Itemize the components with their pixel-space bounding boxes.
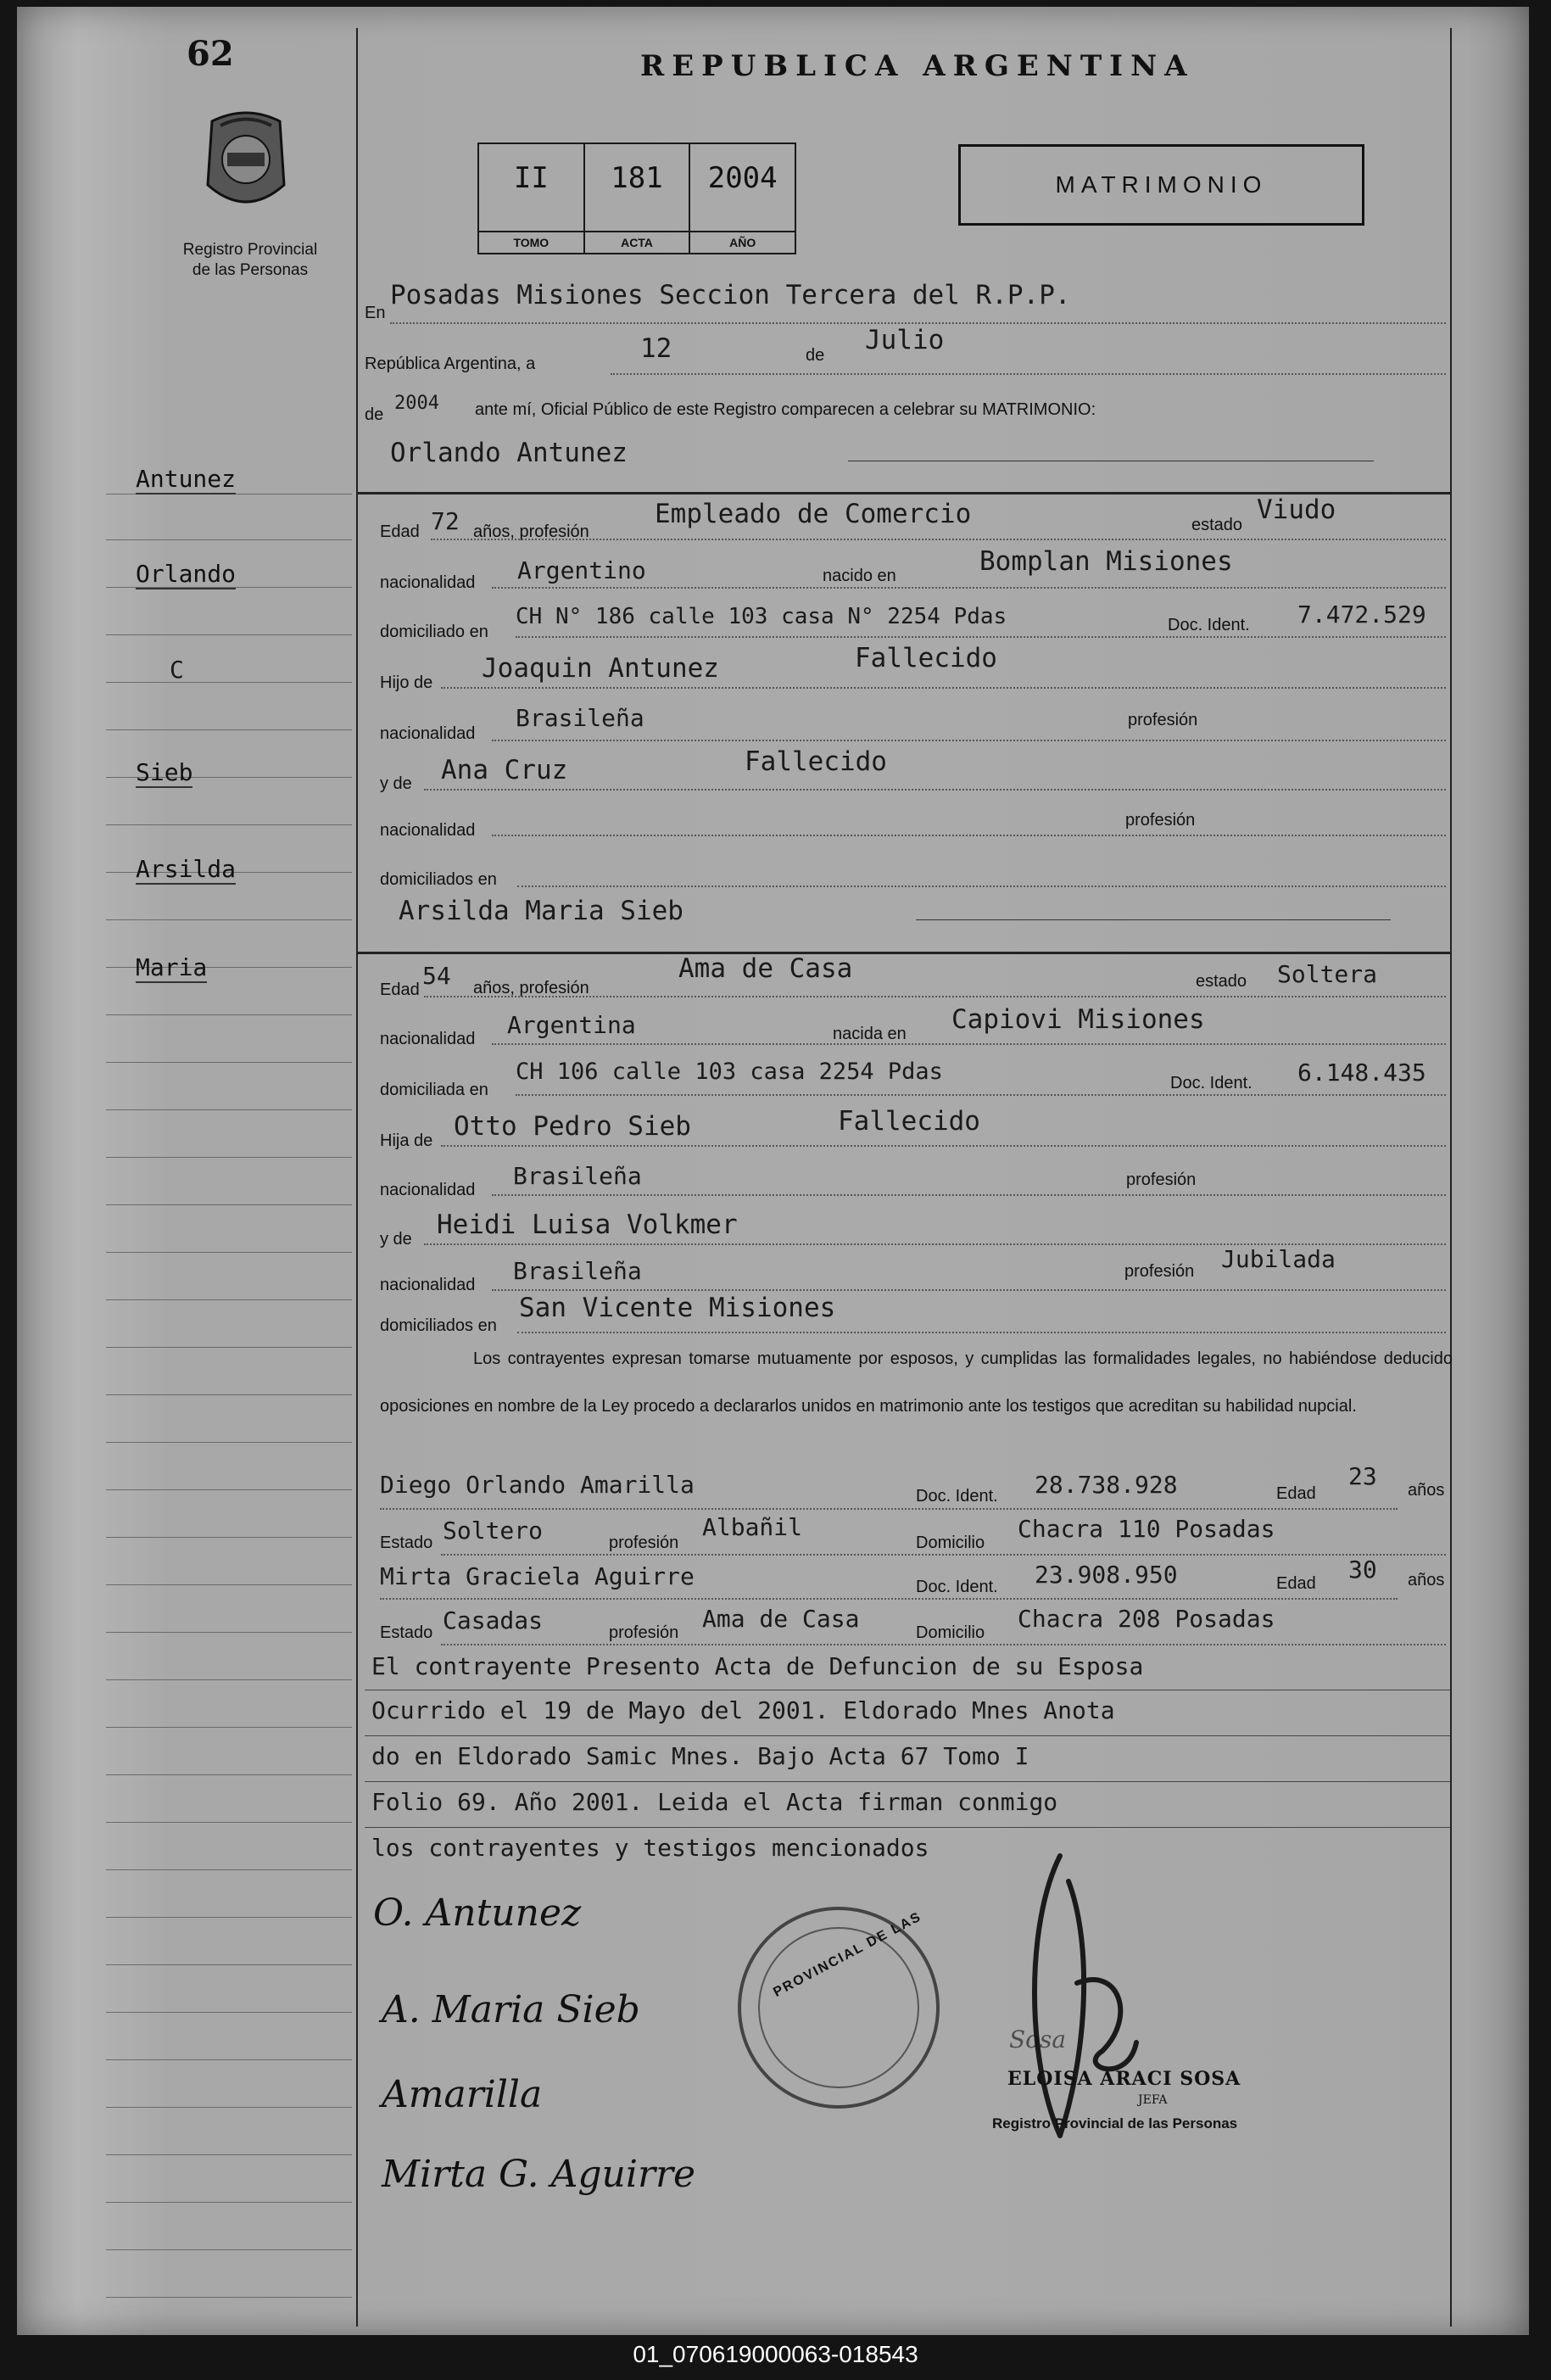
bride-nacida-en: Capiovi Misiones (951, 1004, 1205, 1035)
groom-estado: Viudo (1257, 494, 1336, 525)
bride-madre-prof-label: profesión (1124, 1262, 1195, 1281)
acta-value: 181 (611, 161, 663, 195)
bride-madre-prof: Jubilada (1221, 1245, 1336, 1273)
bride-full-name: Arsilda Maria Sieb (399, 896, 683, 926)
witness1-dom-label: Domicilio (916, 1534, 985, 1552)
margin-connector: C (170, 656, 184, 684)
ano-cell (690, 144, 795, 253)
ante-text: ante mí, Oficial Público de este Registro comparecen a celebrar su MATRIMONIO: (475, 400, 1096, 419)
note-line-4: Folio 69. Año 2001. Leida el Acta firman conmigo (371, 1788, 1058, 1816)
stamp-text: PROVINCIAL DE LAS (771, 1909, 924, 2000)
groom-nacionalidad: Argentino (517, 556, 646, 584)
margin-groom-first: Orlando (136, 560, 237, 588)
witness2-anos-label: años (1408, 1571, 1445, 1589)
declaration-text: Los contrayentes expresan tomarse mutuamente por esposos, y cumplidas las formalidades legales, no habiéndose deducido oposiciones en nombre de la Ley procedo a declararlos unidos en matrimonio ante los testigos que acreditan su habilidad nupcial. (380, 1349, 1453, 1416)
groom-padre-estado: Fallecido (855, 643, 997, 673)
official-office: Registro Provincial de las Personas (992, 2115, 1238, 2131)
dotline (431, 539, 1446, 540)
groom-domicilio: CH N° 186 calle 103 casa N° 2254 Pdas (516, 604, 1007, 629)
witness2-name: Mirta Graciela Aguirre (380, 1562, 695, 1590)
dotline (492, 740, 1446, 741)
groom-nacido-label: nacido en (823, 567, 896, 585)
year-prefix: de (365, 405, 384, 424)
groom-madre: Ana Cruz (441, 755, 568, 785)
country-title: REPUBLICA ARGENTINA (640, 49, 1195, 83)
record-type: MATRIMONIO (1055, 171, 1268, 198)
dotline (492, 587, 1446, 589)
tomo-label: TOMO (479, 231, 583, 253)
witness2-estado-label: Estado (380, 1623, 433, 1642)
note-line-5: los contrayentes y testigos mencionados (371, 1834, 929, 1862)
bride-padre: Otto Pedro Sieb (454, 1111, 691, 1142)
witness2-domicilio: Chacra 208 Posadas (1018, 1605, 1275, 1633)
witness2-doc: 23.908.950 (1035, 1561, 1178, 1589)
official-signature-icon (1009, 1847, 1153, 2144)
bride-padre-prof-label: profesión (1126, 1170, 1197, 1189)
margin-bride-second: Maria (136, 953, 208, 981)
rule (365, 1735, 1450, 1736)
witness1-estado-label: Estado (380, 1534, 433, 1552)
bride-nacida-label: nacida en (833, 1025, 907, 1043)
rule (365, 1781, 1450, 1782)
witness2-edad: 30 (1348, 1556, 1377, 1584)
margin-rule (356, 28, 358, 2327)
bride-nac-label: nacionalidad (380, 1030, 476, 1048)
bride-padre-estado: Fallecido (838, 1106, 980, 1137)
groom-domiciliados-label: domiciliados en (380, 870, 497, 889)
image-id-footer: 01_070619000063-018543 (633, 2341, 918, 2367)
dotline (380, 1598, 1398, 1600)
registry-line1: Registro Provincial (182, 241, 318, 259)
margin-groom-surname: Antunez (136, 465, 237, 493)
rule (365, 1827, 1450, 1828)
signature-witness2: Mirta G. Aguirre (382, 2153, 696, 2196)
groom-full-name: Orlando Antunez (390, 438, 628, 468)
bride-profesion: Ama de Casa (678, 953, 853, 984)
tomo-value: II (513, 161, 549, 195)
page-number: 62 (187, 34, 234, 74)
margin-bride-first: Arsilda (136, 855, 237, 883)
groom-padre-nac-label: nacionalidad (380, 724, 476, 743)
dotline (492, 1194, 1446, 1196)
bride-padres-domicilio: San Vicente Misiones (519, 1293, 836, 1323)
groom-nac-label: nacionalidad (380, 573, 476, 592)
signature-bride: A. Maria Sieb (382, 1988, 640, 2031)
note-line-1: El contrayente Presento Acta de Defuncion de su Esposa (371, 1652, 1144, 1680)
dotline (424, 789, 1446, 791)
bride-doc-label: Doc. Ident. (1170, 1074, 1253, 1092)
signature-groom: O. Antunez (373, 1891, 582, 1935)
dotline (380, 1508, 1398, 1510)
bride-hija-label: Hija de (380, 1131, 433, 1150)
witness1-name: Diego Orlando Amarilla (380, 1471, 695, 1499)
right-rule (1450, 28, 1452, 2327)
witness1-anos-label: años (1408, 1481, 1445, 1500)
bride-padre-nac: Brasileña (513, 1162, 642, 1190)
groom-padre: Joaquin Antunez (482, 653, 719, 684)
margin-bride-surname: Sieb (136, 758, 193, 786)
registry-line2: de las Personas (192, 261, 309, 279)
tomo-cell (479, 144, 585, 253)
rule (916, 919, 1391, 920)
ano-label: AÑO (690, 231, 795, 253)
bride-dom-label: domiciliada en (380, 1081, 488, 1099)
dotline (424, 996, 1446, 997)
witness1-prof-label: profesión (609, 1534, 679, 1552)
bride-doc: 6.148.435 (1297, 1059, 1426, 1087)
bride-edad-label: Edad (380, 980, 420, 999)
month-value: Julio (865, 325, 945, 355)
dotline (492, 835, 1446, 836)
dotline (516, 636, 1446, 638)
bride-madre: Heidi Luisa Volkmer (437, 1210, 738, 1240)
coat-of-arms-icon (195, 109, 297, 219)
dotline (492, 1289, 1446, 1291)
groom-padre-nac: Brasileña (516, 704, 644, 732)
bride-estado: Soltera (1277, 960, 1378, 988)
de-label: de (806, 346, 825, 365)
bride-estado-label: estado (1196, 972, 1247, 991)
bride-yde-label: y de (380, 1230, 412, 1249)
witness2-prof-label: profesión (609, 1623, 679, 1642)
groom-yde-label: y de (380, 774, 412, 793)
note-line-3: do en Eldorado Samic Mnes. Bajo Acta 67 Tomo I (371, 1742, 1029, 1770)
groom-hijo-label: Hijo de (380, 673, 433, 692)
witness1-domicilio: Chacra 110 Posadas (1018, 1515, 1275, 1543)
groom-doc-label: Doc. Ident. (1168, 616, 1250, 634)
dotline (390, 322, 1446, 324)
dotline (516, 1094, 1446, 1096)
registry-name (144, 240, 356, 281)
record-number-box (477, 142, 796, 254)
groom-estado-label: estado (1191, 516, 1243, 534)
groom-nacido-en: Bomplan Misiones (979, 546, 1233, 577)
groom-profesion-label: años, profesión (473, 522, 589, 541)
groom-madre-nac-label: nacionalidad (380, 821, 476, 840)
official-title: JEFA (1138, 2093, 1168, 2107)
witness1-estado: Soltero (443, 1517, 544, 1545)
bride-profesion-label: años, profesión (473, 979, 589, 997)
dotline (517, 886, 1446, 887)
witness2-estado: Casadas (443, 1606, 544, 1634)
year-value: 2004 (394, 393, 439, 414)
groom-dom-label: domiciliado en (380, 623, 488, 641)
dotline (441, 1554, 1446, 1556)
groom-madre-prof-label: profesión (1125, 811, 1196, 830)
witness1-doc-label: Doc. Ident. (916, 1487, 998, 1506)
witness1-edad: 23 (1348, 1462, 1377, 1490)
en-label: En (365, 304, 386, 322)
groom-edad-label: Edad (380, 522, 420, 541)
bride-padre-nac-label: nacionalidad (380, 1181, 476, 1199)
witness1-profesion: Albañil (702, 1513, 803, 1541)
witness2-dom-label: Domicilio (916, 1623, 985, 1642)
bride-nacionalidad: Argentina (507, 1011, 636, 1039)
note-line-2: Ocurrido el 19 de Mayo del 2001. Eldorado Mnes Anota (371, 1696, 1115, 1724)
bride-madre-nac: Brasileña (513, 1257, 642, 1285)
day-value: 12 (640, 333, 672, 364)
official-name: ELOISA ARACI SOSA (1007, 2068, 1241, 2090)
place-value: Posadas Misiones Seccion Tercera del R.P.P. (390, 280, 1071, 310)
ano-value: 2004 (707, 161, 778, 195)
dotline (441, 1145, 1446, 1147)
witness2-doc-label: Doc. Ident. (916, 1578, 998, 1596)
bride-domiciliados-label: domiciliados en (380, 1316, 497, 1335)
acta-cell (585, 144, 691, 253)
witness2-profesion: Ama de Casa (702, 1605, 860, 1633)
official-signature: Sosa (1009, 2025, 1067, 2053)
dotline (441, 687, 1446, 689)
groom-madre-estado: Fallecido (745, 746, 887, 777)
bride-edad: 54 (422, 962, 451, 990)
groom-padre-prof-label: profesión (1128, 711, 1198, 729)
groom-profesion: Empleado de Comercio (655, 499, 972, 529)
groom-edad: 72 (431, 507, 460, 535)
witness2-edad-label: Edad (1276, 1574, 1316, 1593)
groom-doc: 7.472.529 (1297, 601, 1426, 629)
dotline (611, 373, 1446, 375)
registry-stamp (738, 1907, 940, 2109)
dotline (517, 1332, 1446, 1333)
bride-madre-nac-label: nacionalidad (380, 1276, 476, 1294)
republica-label: República Argentina, a (365, 355, 536, 373)
bride-domicilio: CH 106 calle 103 casa 2254 Pdas (516, 1059, 943, 1085)
acta-label: ACTA (585, 231, 689, 253)
section-divider (358, 952, 1450, 954)
signature-witness1: Amarilla (382, 2073, 543, 2116)
register-page (17, 7, 1529, 2335)
dotline (492, 1043, 1446, 1045)
witness1-edad-label: Edad (1276, 1484, 1316, 1503)
record-type-box (958, 144, 1364, 226)
dotline (441, 1644, 1446, 1645)
witness1-doc: 28.738.928 (1035, 1471, 1178, 1499)
